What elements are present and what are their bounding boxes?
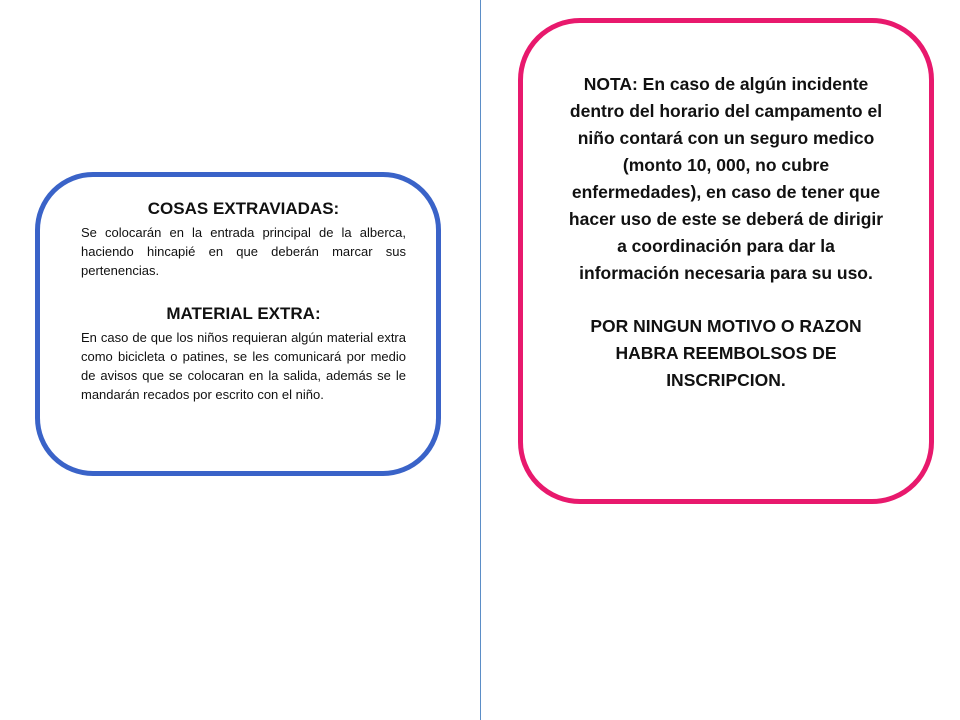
lost-items-title: COSAS EXTRAVIADAS: (147, 199, 340, 218)
fold-divider-line (480, 0, 481, 720)
extra-material-text: En caso de que los niños requieran algún material extra como bicicleta o patines, se les comunicará por medio de avisos que se colocaran en la salida, además se le mandarán recados por escrito con el niño. (81, 330, 406, 402)
note-box-right (518, 18, 934, 504)
lost-items-text: Se colocarán en la entrada principal de la alberca, haciendo hincapié en que deberán marcar sus pertenencias. (81, 225, 406, 278)
no-refund-warning: POR NINGUN MOTIVO O RAZON HABRA REEMBOLSOS DE INSCRIPCION. (590, 316, 862, 390)
info-box-left (35, 172, 441, 476)
extra-material-title: MATERIAL EXTRA: (166, 304, 321, 323)
insurance-note-text: NOTA: En caso de algún incidente dentro del horario del campamento el niño contará con un seguro medico (monto 10, 000, no cubre enfermedades), en caso de tener que hacer uso de este se deberá de dirigir a coordinación para dar la información necesaria para su uso. (568, 74, 884, 283)
section-spacer (81, 280, 406, 304)
